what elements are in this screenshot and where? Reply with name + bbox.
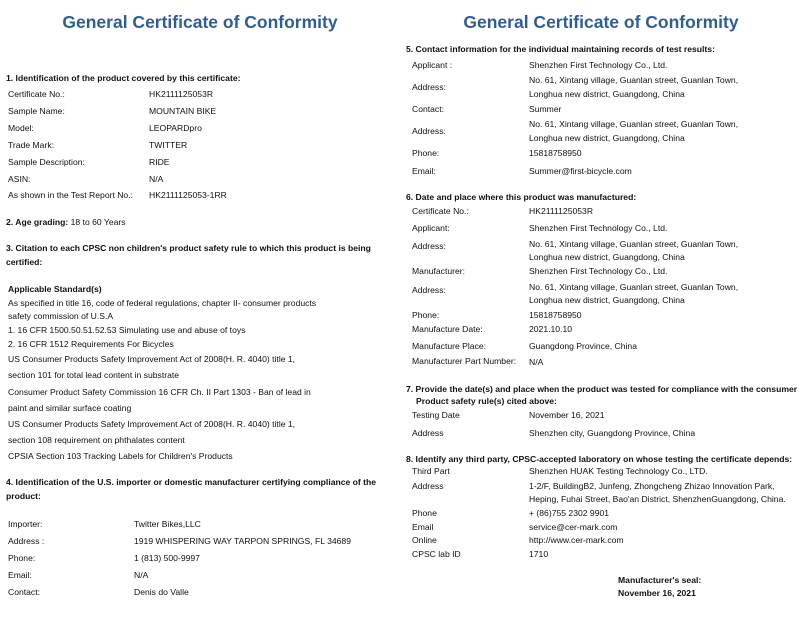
s6-value-certificate-no: HK2111125053R — [529, 206, 594, 216]
s6-value-address-2-line2: Longhua new district, Guangdong, China — [529, 295, 685, 305]
s1-label-test-report: As shown in the Test Report No.: — [8, 190, 133, 200]
s8-label-phone: Phone — [412, 508, 437, 518]
standard-line: section 108 requirement on phthalates content — [8, 435, 185, 445]
s1-value-trade-mark: TWITTER — [149, 140, 188, 150]
section-8-heading: 8. Identify any third party, CPSC-accepted laboratory on whose testing the certificate depends: — [406, 454, 793, 464]
s6-label-address-2: Address: — [412, 285, 446, 295]
s7-value-testing-date: November 16, 2021 — [529, 410, 605, 420]
s5-value-address-2-line2: Longhua new district, Guangdong, China — [529, 133, 685, 143]
standard-line: 2. 16 CFR 1512 Requirements For Bicycles — [8, 339, 174, 349]
s6-label-part-number: Manufacturer Part Number: — [412, 356, 517, 366]
s5-value-address-line2: Longhua new district, Guangdong, China — [529, 89, 685, 99]
s8-value-cpsc-lab-id: 1710 — [529, 549, 549, 559]
s5-value-address-2-line1: No. 61, Xintang village, Guanlan street, Guanlan Town, — [529, 119, 739, 129]
s6-value-manufacturer: Shenzhen First Technology Co., Ltd. — [529, 266, 668, 276]
s8-value-online: http://www.cer-mark.com — [529, 535, 624, 545]
manufacturer-seal-date: November 16, 2021 — [618, 588, 696, 598]
section-5-heading: 5. Contact information for the individual maintaining records of test results: — [406, 44, 715, 54]
s5-value-phone: 15818758950 — [529, 148, 582, 158]
s8-label-email: Email — [412, 522, 434, 532]
s6-label-manufacture-place: Manufacture Place: — [412, 341, 487, 351]
s6-value-applicant: Shenzhen First Technology Co., Ltd. — [529, 223, 668, 233]
s6-label-address: Address: — [412, 241, 446, 251]
s6-label-manufacturer: Manufacturer: — [412, 266, 466, 276]
s8-value-address-line2: Heping, Fuhai Street, Bao'an District, ShenzhenGuangdong, China. — [529, 494, 786, 504]
s1-label-sample-description: Sample Description: — [8, 157, 85, 167]
s8-value-email: service@cer-mark.com — [529, 522, 618, 532]
standard-line: US Consumer Products Safety Improvement Act of 2008(H. R. 4040) title 1, — [8, 419, 296, 429]
s7-label-address: Address — [412, 428, 444, 438]
standard-line: 1. 16 CFR 1500.50.51.52.53 Simulating use and abuse of toys — [8, 325, 246, 335]
s1-label-certificate-no: Certificate No.: — [8, 89, 65, 99]
section-3-heading-line1: 3. Citation to each CPSC non children's product safety rule to which this product is being — [6, 243, 371, 253]
s6-value-manufacture-date: 2021.10.10 — [529, 324, 573, 334]
s1-label-sample-name: Sample Name: — [8, 106, 65, 116]
standard-line: safety commission of U.S.A — [8, 311, 114, 321]
standard-line: As specified in title 16, code of federal regulations, chapter II- consumer products — [8, 298, 317, 308]
s4-label-importer: Importer: — [8, 519, 43, 529]
standard-line: section 101 for total lead content in substrate — [8, 370, 180, 380]
section-2-line — [6, 217, 126, 227]
age-grading-value: 18 to 60 Years — [70, 217, 126, 227]
s8-label-cpsc-lab-id: CPSC lab ID — [412, 549, 461, 559]
s4-label-email: Email: — [8, 570, 32, 580]
s1-value-test-report: HK2111125053-1RR — [149, 190, 227, 200]
s5-label-applicant: Applicant : — [412, 60, 453, 70]
s1-label-model: Model: — [8, 123, 34, 133]
s6-value-phone: 15818758950 — [529, 310, 582, 320]
section-6-heading: 6. Date and place where this product was manufactured: — [406, 192, 637, 202]
s6-value-address-line1: No. 61, Xintang village, Guanlan street, Guanlan Town, — [529, 239, 739, 249]
section-7-heading-line2: Product safety rule(s) cited above: — [416, 396, 557, 406]
s8-label-third-part: Third Part — [412, 466, 450, 476]
standard-line: US Consumer Products Safety Improvement Act of 2008(H. R. 4040) title 1, — [8, 354, 296, 364]
right-certificate-page — [402, 0, 800, 618]
s5-label-email: Email: — [412, 166, 436, 176]
s1-value-model: LEOPARDpro — [149, 123, 202, 133]
s8-value-address-line1: 1-2/F, BuildingB2, Junfeng, Zhongcheng Zhizao Innovation Park, — [529, 481, 775, 491]
s6-value-part-number: N/A — [529, 357, 544, 367]
s5-label-contact: Contact: — [412, 104, 445, 114]
s1-value-certificate-no: HK2111125053R — [149, 89, 214, 99]
s6-label-certificate-no: Certificate No.: — [412, 206, 469, 216]
section-4-heading-line2: product: — [6, 491, 41, 501]
manufacturer-seal-label: Manufacturer's seal: — [618, 575, 702, 585]
s1-value-asin: N/A — [149, 174, 164, 184]
s1-label-trade-mark: Trade Mark: — [8, 140, 55, 150]
s4-value-contact: Denis do Valle — [134, 587, 189, 597]
s4-value-address: 1919 WHISPERING WAY TARPON SPRINGS, FL 34689 — [134, 536, 351, 546]
standard-line: Consumer Product Safety Commission 16 CFR Ch. II Part 1303 - Ban of lead in — [8, 387, 311, 397]
section-1-heading: 1. Identification of the product covered by this certificate: — [6, 73, 241, 83]
s4-value-email: N/A — [134, 570, 149, 580]
s6-label-manufacture-date: Manufacture Date: — [412, 324, 483, 334]
s1-value-sample-description: RIDE — [149, 157, 170, 167]
s8-value-phone: + (86)755 2302 9901 — [529, 508, 610, 518]
left-page-title: General Certificate of Conformity — [62, 12, 338, 32]
s5-value-contact: Summer — [529, 104, 562, 114]
s5-label-address: Address: — [412, 82, 446, 92]
s5-label-phone: Phone: — [412, 148, 440, 158]
s7-label-testing-date: Testing Date — [412, 410, 460, 420]
s6-value-manufacture-place: Guangdong Province, China — [529, 341, 637, 351]
s6-label-phone: Phone: — [412, 310, 440, 320]
s7-value-address: Shenzhen city, Guangdong Province, China — [529, 428, 696, 438]
standard-line: paint and similar surface coating — [8, 403, 132, 413]
s6-label-applicant: Applicant: — [412, 223, 450, 233]
s4-value-importer: Twitter Bikes,LLC — [134, 519, 201, 529]
s4-value-phone: 1 (813) 500-9997 — [134, 553, 200, 563]
section-4-heading-line1: 4. Identification of the U.S. importer or domestic manufacturer certifying compliance of the — [6, 477, 377, 487]
applicable-standards-heading: Applicable Standard(s) — [8, 284, 102, 294]
s4-label-phone: Phone: — [8, 553, 36, 563]
s5-value-address-line1: No. 61, Xintang village, Guanlan street, Guanlan Town, — [529, 75, 739, 85]
s6-value-address-line2: Longhua new district, Guangdong, China — [529, 252, 685, 262]
section-7-heading-line1: 7. Provide the date(s) and place when the product was tested for compliance with the consumer — [406, 384, 798, 394]
s4-label-contact: Contact: — [8, 587, 41, 597]
right-page-title: General Certificate of Conformity — [463, 12, 739, 32]
section-2-heading: 2. Age grading: — [6, 217, 69, 227]
s8-label-address: Address — [412, 481, 444, 491]
section-3-heading-line2: certified: — [6, 257, 43, 267]
s8-value-third-part: Shenzhen HUAK Testing Technology Co., LTD. — [529, 466, 708, 476]
s8-label-online: Online — [412, 535, 437, 545]
s5-value-applicant: Shenzhen First Technology Co., Ltd. — [529, 60, 668, 70]
s5-label-address-2: Address: — [412, 126, 446, 136]
s1-label-asin: ASIN: — [8, 174, 31, 184]
s4-label-address: Address : — [8, 536, 45, 546]
s6-value-address-2-line1: No. 61, Xintang village, Guanlan street, Guanlan Town, — [529, 282, 739, 292]
s1-value-sample-name: MOUNTAIN BIKE — [149, 106, 217, 116]
standard-line: CPSIA Section 103 Tracking Labels for Children's Products — [8, 451, 233, 461]
s5-value-email: Summer@first-bicycle.com — [529, 166, 632, 176]
